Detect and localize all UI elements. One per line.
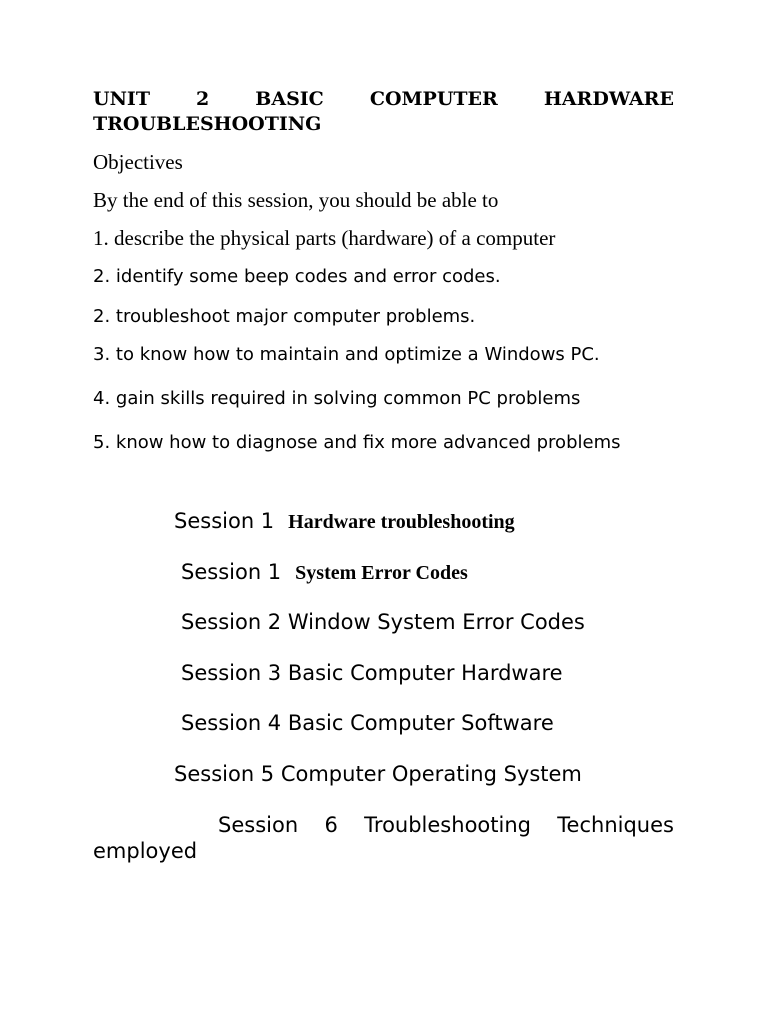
title-word: COMPUTER [369,88,498,110]
unit-title-line-2: TROUBLESHOOTING [93,113,322,135]
session-line: Session 5 Computer Operating System [174,762,582,786]
title-word: 2 [196,88,210,110]
session-line: Session 3 Basic Computer Hardware [181,661,563,685]
session6-line-2: employed [93,839,198,863]
session-title: Hardware troubleshooting [288,511,515,533]
objective-item: 5. know how to diagnose and fix more advanced problems [93,432,621,453]
objective-item: 4. gain skills required in solving common PC problems [93,388,581,409]
title-word: BASIC [255,88,324,110]
title-word: HARDWARE [543,88,674,110]
session6-word: 6 [324,813,338,837]
session6-word: Session [218,813,299,837]
session-title: System Error Codes [295,562,468,584]
session-line [174,509,515,534]
objective-item: 2. troubleshoot major computer problems. [93,306,476,327]
session-line: Session 4 Basic Computer Software [181,711,554,735]
session-line: Session 2 Window System Error Codes [181,610,585,634]
title-word: UNIT [93,88,150,110]
objective-item: 1. describe the physical parts (hardware) of a computer [93,226,556,250]
session-label: Session 1 [181,560,282,584]
unit-title-line-1 [93,88,674,110]
session6-word: Techniques [557,813,674,837]
session6-word: Troubleshooting [364,813,531,837]
objectives-heading: Objectives [93,150,183,174]
session-6-paragraph [93,812,674,864]
objective-item: 3. to know how to maintain and optimize a Windows PC. [93,344,600,365]
objectives-intro: By the end of this session, you should be able to [93,188,499,212]
objective-item: 2. identify some beep codes and error codes. [93,266,501,287]
session-label: Session 1 [174,509,275,533]
session-line [181,560,468,585]
